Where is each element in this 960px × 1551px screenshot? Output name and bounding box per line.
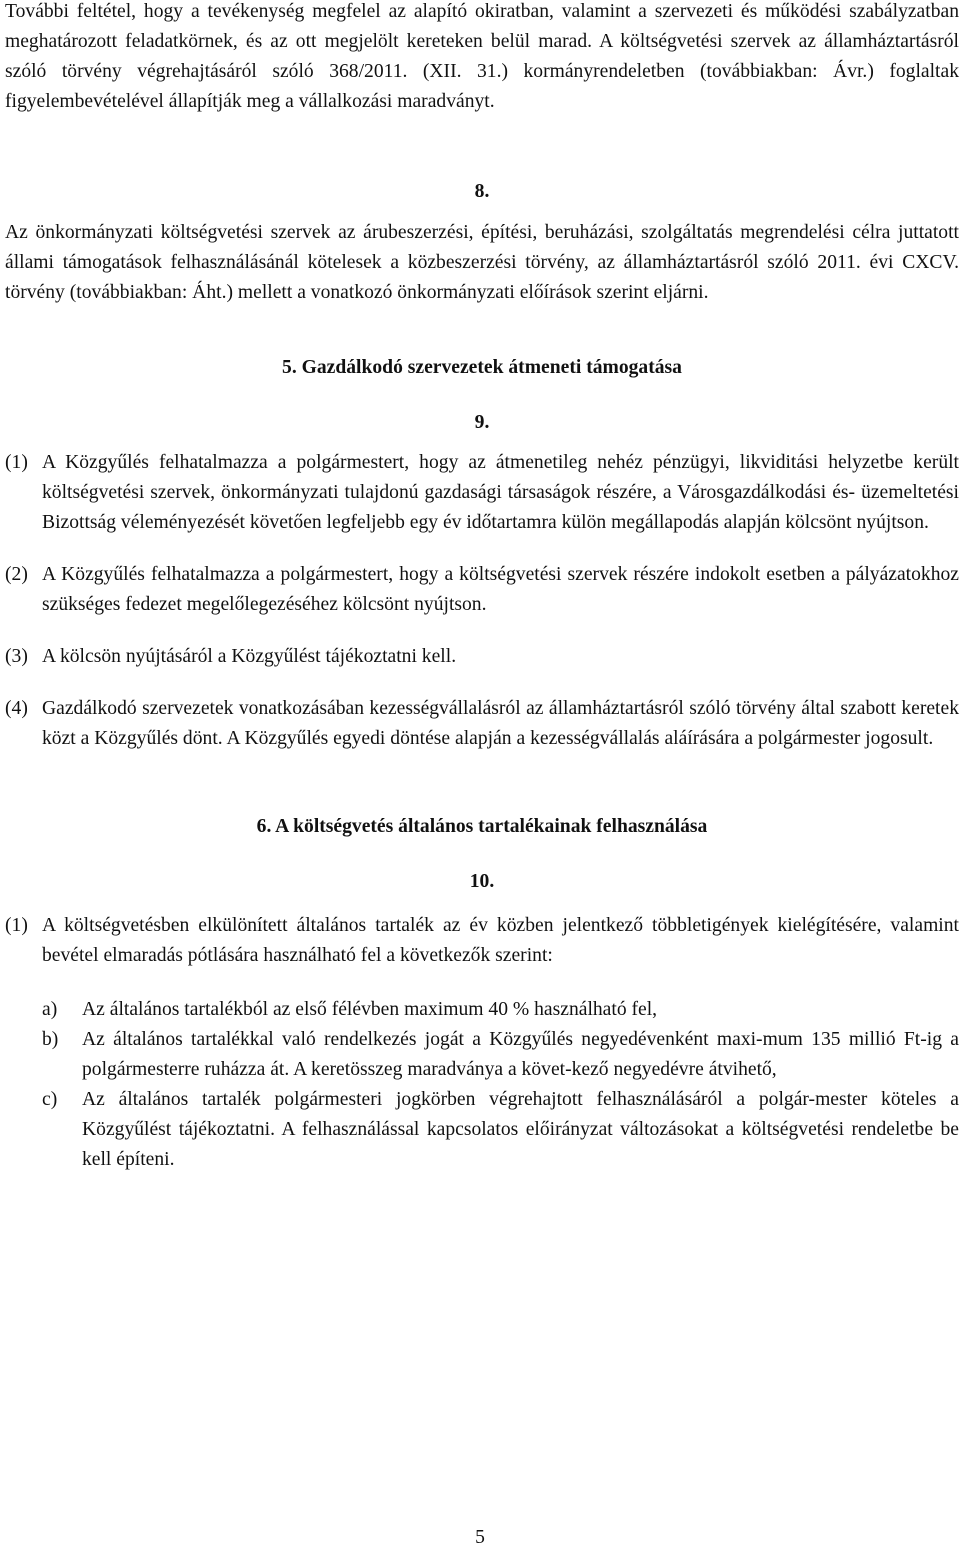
- paragraph-number-8: 8.: [474, 181, 490, 202]
- item-number: (4): [5, 698, 28, 719]
- item-text: A költségvetésben elkülönített általános tartalék az év közben jelentkező többletigények kielégítésére, valamint bevétel elmaradás pótlására használható fel a következők szerint:: [42, 915, 959, 966]
- item-number: (1): [5, 452, 28, 473]
- section-6-item-1: [5, 911, 959, 971]
- list-marker: c): [42, 1089, 58, 1110]
- list-text: Az általános tartalék polgármesteri jogkörben végrehajtott felhasználásáról a polgár-mester köteles a Közgyűlést tájékoztatni. A felhasználással kapcsolatos előirányzat változásokat a költségvetési rendeletbe be kell építeni.: [82, 1089, 959, 1170]
- list-item-a: [42, 995, 959, 1025]
- item-text: A Közgyűlés felhatalmazza a polgármestert, hogy a költségvetési szervek részére indokolt esetben a pályázatokhoz szükséges fedezet megelőlegezéséhez kölcsönt nyújtson.: [42, 564, 959, 615]
- page-number: 5: [475, 1527, 485, 1548]
- item-text: Gazdálkodó szervezetek vonatkozásában kezességvállalásról az államháztartásról szóló törvény által szabott keretek közt a Közgyűlés dönt. A Közgyűlés egyedi döntése alapján a kezességvállalás aláírására a polgármester jogosult.: [42, 698, 959, 749]
- list-text: Az általános tartalékból az első félévben maximum 40 % használható fel,: [82, 999, 658, 1020]
- section-5-item-2: [5, 560, 959, 620]
- section-5-title: 5. Gazdálkodó szervezetek átmeneti támogatása: [282, 357, 682, 378]
- item-text: A kölcsön nyújtásáról a Közgyűlést tájékoztatni kell.: [42, 646, 457, 667]
- section-5-item-1: [5, 448, 959, 538]
- section-5-item-4: [5, 694, 959, 754]
- list-marker: b): [42, 1029, 59, 1050]
- list-text: Az általános tartalékkal való rendelkezés jogát a Közgyűlés negyedévenként maxi-mum 135 millió Ft-ig a polgármesterre ruházza át. A keretösszeg maradványa a követ-kező negyedévre átvihető,: [82, 1029, 959, 1080]
- item-number: (1): [5, 915, 28, 936]
- paragraph-number-9: 9.: [474, 412, 490, 433]
- list-item-b: [42, 1025, 959, 1085]
- document-page: [5, 0, 959, 1175]
- section-6-title: 6. A költségvetés általános tartalékainak felhasználása: [256, 816, 708, 837]
- item-number: (3): [5, 646, 28, 667]
- paragraph-8-text: Az önkormányzati költségvetési szervek az árubeszerzési, építési, beruházási, szolgáltatás megrendelési célra juttatott állami támogatások felhasználásánál kötelesek a közbeszerzési törvény, az államháztartásról szóló 2011. évi CXCV. törvény (továbbiakban: Áht.) mellett a vonatkozó önkormányzati előírások szerint eljárni.: [5, 222, 959, 303]
- item-number: (2): [5, 564, 28, 585]
- intro-paragraph: További feltétel, hogy a tevékenység megfelel az alapító okiratban, valamint a szervezeti és működési szabályzatban meghatározott feladatkörnek, és az ott megjelölt kereteken belül marad. A költségvetési szervek az államháztartásról szóló törvény végrehajtásáról szóló 368/2011. (XII. 31.) kormányrendeletben (továbbiakban: Ávr.) foglaltak figyelembevételével állapítják meg a vállalkozási maradványt.: [5, 1, 959, 112]
- paragraph-number-10: 10.: [469, 871, 495, 892]
- list-marker: a): [42, 999, 58, 1020]
- section-5-item-3: [5, 642, 959, 672]
- item-text: A Közgyűlés felhatalmazza a polgármestert, hogy az átmenetileg nehéz pénzügyi, likviditási helyzetbe került költségvetési szervek, önkormányzati tulajdonú gazdasági társaságok részére, a Városgazdálkodási és- üzemeltetési Bizottság véleményezését követően legfeljebb egy év időtartamra külön megállapodás alapján kölcsönt nyújtson.: [42, 452, 959, 533]
- list-item-c: [42, 1085, 959, 1175]
